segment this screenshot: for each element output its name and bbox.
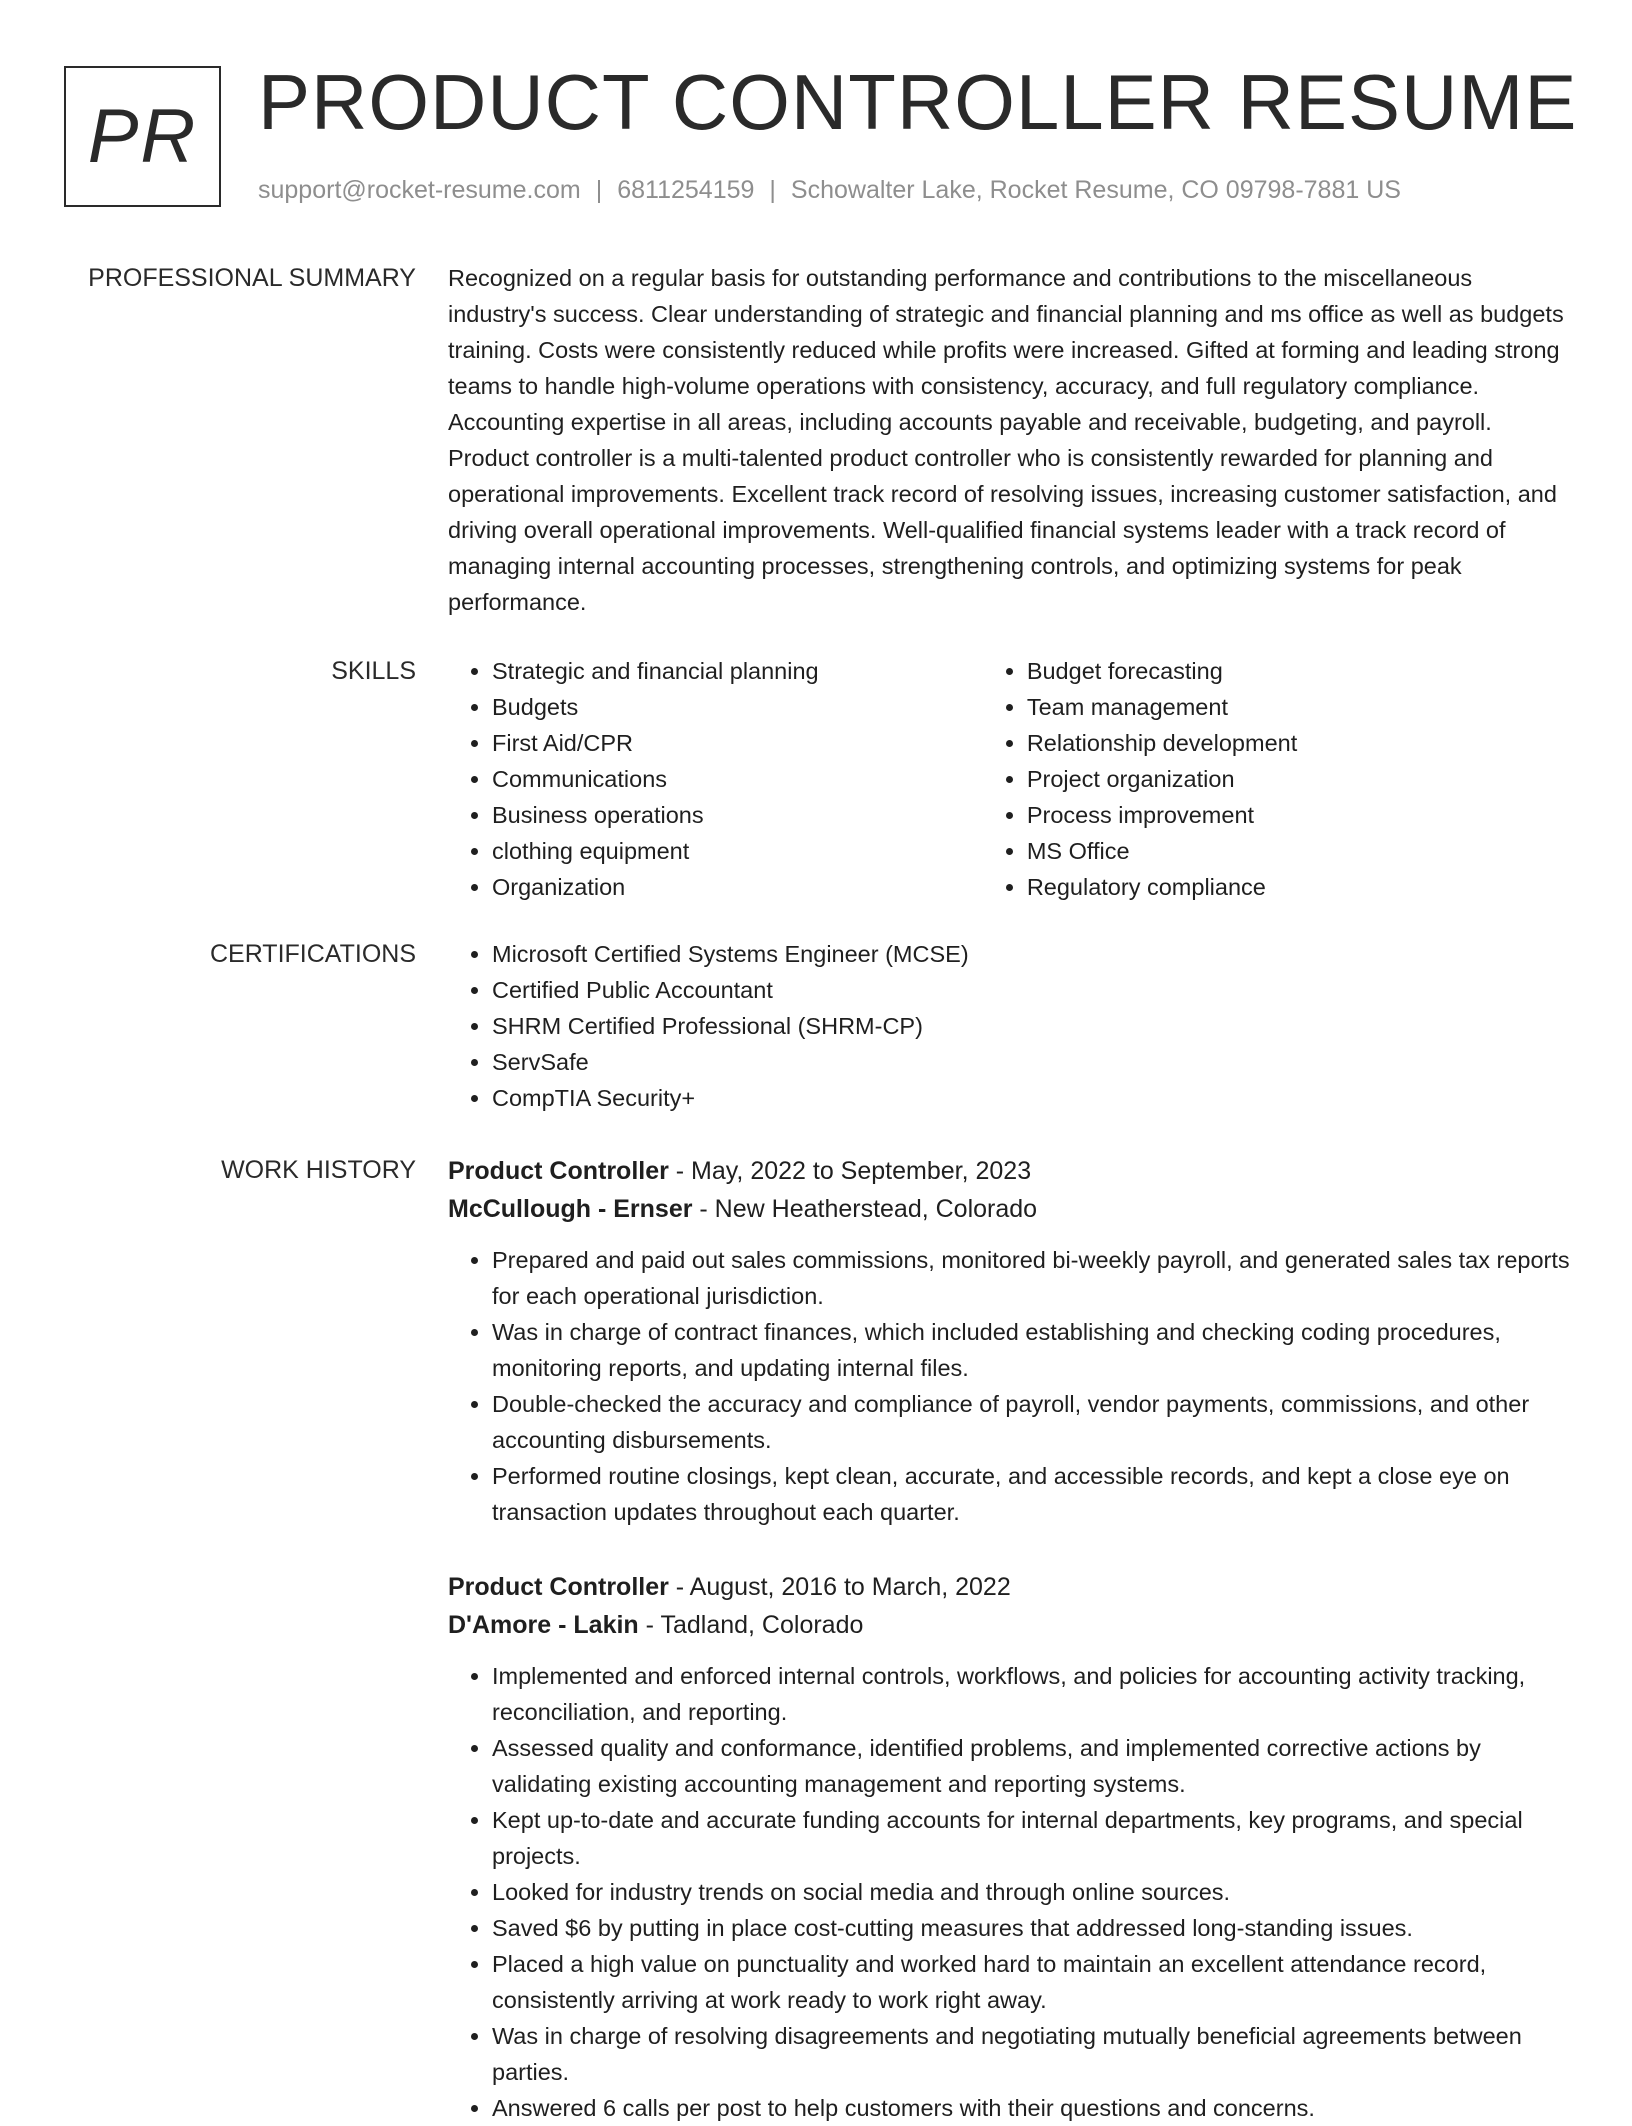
job-role: Product Controller [448, 1157, 669, 1185]
job-bullet: • Kept up-to-date and accurate funding accounts for internal departments, key programs, and special projects. [492, 1802, 1570, 1874]
job-bullet: • Saved $6 by putting in place cost-cutting measures that addressed long-standing issues. [492, 1910, 1570, 1946]
skill-item: • Communications [492, 761, 983, 797]
skill-item: • Regulatory compliance [1027, 869, 1570, 905]
resume-title: PRODUCT CONTROLLER RESUME [258, 58, 1578, 146]
contact-separator: | [769, 176, 776, 204]
job-bullets [448, 1242, 1570, 1530]
skills-columns [448, 653, 1570, 905]
job-bullet: • Was in charge of resolving disagreements and negotiating mutually beneficial agreements between parties. [492, 2018, 1570, 2090]
job-dates: - May, 2022 to September, 2023 [668, 1157, 1032, 1185]
summary-text: Recognized on a regular basis for outstanding performance and contributions to the miscellaneous industry's success. Clear understanding of strategic and financial planning and ms office as well as budgets training. Costs were consistently reduced while profits were increased. Gifted at forming and leading strong teams to handle high-volume operations with consistency, accuracy, and full regulatory compliance. Accounting expertise in all areas, including accounts payable and receivable, budgeting, and payroll. Product controller is a multi-talented product controller who is consistently rewarded for planning and operational improvements. Excellent track record of resolving issues, increasing customer satisfaction, and driving overall operational improvements. Well-qualified financial systems leader with a track record of managing internal accounting processes, strengthening controls, and optimizing systems for peak performance. [448, 265, 1564, 615]
contact-address: Schowalter Lake, Rocket Resume, CO 09798-7881 US [790, 176, 1401, 204]
contact-phone: 6811254159 [617, 176, 755, 204]
job-role: Product Controller [448, 1573, 669, 1601]
job-location: - New Heatherstead, Colorado [692, 1195, 1038, 1223]
certification-item: • SHRM Certified Professional (SHRM-CP) [492, 1008, 1570, 1044]
skill-item: • First Aid/CPR [492, 725, 983, 761]
job-company: D'Amore - Lakin [448, 1611, 639, 1639]
certification-item: • Certified Public Accountant [492, 972, 1570, 1008]
monogram-box [64, 66, 221, 207]
job-entry [448, 1152, 1570, 1530]
skill-item: • Budget forecasting [1027, 653, 1570, 689]
section-title-summary: PROFESSIONAL SUMMARY [88, 264, 416, 292]
job-bullet: • Answered 6 calls per post to help customers with their questions and concerns. [492, 2090, 1570, 2126]
skill-item: • Project organization [1027, 761, 1570, 797]
job-bullet: • Double-checked the accuracy and compliance of payroll, vendor payments, commissions, and other accounting disbursements. [492, 1386, 1570, 1458]
skill-item: • Strategic and financial planning [492, 653, 983, 689]
skill-item: • MS Office [1027, 833, 1570, 869]
skill-item: • Budgets [492, 689, 983, 725]
certification-item: • CompTIA Security+ [492, 1080, 1570, 1116]
certification-item: • ServSafe [492, 1044, 1570, 1080]
contact-separator: | [595, 176, 603, 204]
section-title-certifications: CERTIFICATIONS [209, 940, 416, 968]
job-bullet: • Was in charge of contract finances, which included establishing and checking coding procedures, monitoring reports, and updating internal files. [492, 1314, 1570, 1386]
job-bullets [448, 1658, 1570, 2126]
monogram-initials: PR [87, 94, 198, 179]
skills-list-right [983, 653, 1570, 905]
contact-line [258, 176, 1401, 205]
job-company-line [448, 1606, 1570, 1644]
certifications-list [448, 936, 1570, 1116]
skill-item: • clothing equipment [492, 833, 983, 869]
job-title-line [448, 1152, 1570, 1190]
job-bullet: • Looked for industry trends on social media and through online sources. [492, 1874, 1570, 1910]
job-entry [448, 1568, 1570, 2126]
job-bullet: • Assessed quality and conformance, identified problems, and implemented corrective actions by validating existing accounting management and reporting systems. [492, 1730, 1570, 1802]
certification-item: • Microsoft Certified Systems Engineer (MCSE) [492, 936, 1570, 972]
job-bullet: • Implemented and enforced internal controls, workflows, and policies for accounting activity tracking, reconciliation, and reporting. [492, 1658, 1570, 1730]
job-title-line [448, 1568, 1570, 1606]
section-title-skills: SKILLS [331, 657, 416, 685]
skill-item: • Organization [492, 869, 983, 905]
skills-list-left [448, 653, 983, 905]
skill-item: • Team management [1027, 689, 1570, 725]
job-location: - Tadland, Colorado [638, 1611, 864, 1639]
skill-item: • Process improvement [1027, 797, 1570, 833]
job-bullet: • Placed a high value on punctuality and worked hard to maintain an excellent attendance record, consistently arriving at work ready to work right away. [492, 1946, 1570, 2018]
contact-email: support@rocket-resume.com [258, 176, 581, 204]
skill-item: • Relationship development [1027, 725, 1570, 761]
job-bullet: • Prepared and paid out sales commissions, monitored bi-weekly payroll, and generated sales tax reports for each operational jurisdiction. [492, 1242, 1570, 1314]
job-company: McCullough - Ernser [448, 1195, 693, 1223]
job-dates: - August, 2016 to March, 2022 [668, 1573, 1011, 1601]
section-title-work-history: WORK HISTORY [221, 1156, 416, 1184]
job-company-line [448, 1190, 1570, 1228]
skill-item: • Business operations [492, 797, 983, 833]
job-bullet: • Performed routine closings, kept clean, accurate, and accessible records, and kept a close eye on transaction updates throughout each quarter. [492, 1458, 1570, 1530]
certifications-body [448, 936, 1570, 1116]
